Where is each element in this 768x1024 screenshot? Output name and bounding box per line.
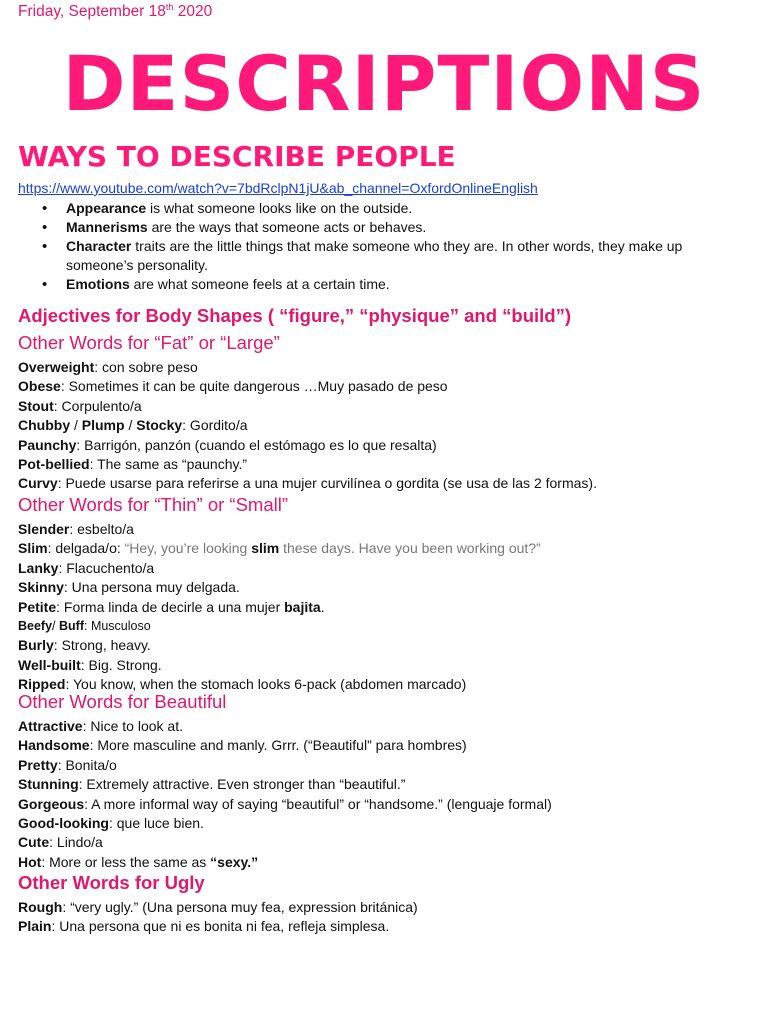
list-item [18,598,758,617]
ugly-section [18,872,758,937]
definition: : More masculine and manly. Grrr. (“Beautiful” para hombres) [89,737,467,754]
term: Obese [18,378,61,395]
list-item [18,853,758,872]
list-item [18,717,758,736]
definition: : Una persona que ni es bonita ni fea, refleja simplesa. [51,918,390,935]
list-item [18,775,758,794]
term: Slender [18,521,70,537]
list-item [18,917,758,936]
term: Plump [81,417,125,434]
bullet-text: traits are the little things that make someone who they are. In other words, they make up someone’s personality. [66,238,683,273]
list-item [18,756,758,775]
definition: : Flacuchento/a [58,559,155,576]
definition: : delgada/o: [47,540,125,557]
bullet-term: Emotions [66,276,130,292]
term: Plain [18,918,52,935]
term: Well-built [18,656,81,673]
bullet-character [66,237,716,275]
term: Paunchy [18,436,77,453]
definition: : You know, when the stomach looks 6-pack (abdomen marcado) [65,676,467,693]
term: Cute [18,834,50,851]
definition: : Forma linda de decirle a una mujer [56,598,285,615]
bullet-text: are the ways that someone acts or behaves. [147,219,427,235]
emphasis: “sexy.” [210,853,259,870]
definition: : Strong, heavy. [53,637,151,654]
bullet-term: Character [66,238,132,254]
term: Chubby [18,417,71,434]
list-item [18,898,758,917]
separator: / [52,619,59,634]
term: Pretty [18,756,58,773]
date-ordinal: th [165,1,174,12]
definition: : Musculoso [84,619,151,634]
definition: : esbelto/a [69,521,134,537]
example-quote: these days. Have you been working out?” [279,540,541,557]
term: Beefy [18,619,53,634]
term: Stout [18,397,54,414]
separator: / [70,417,82,434]
list-item [18,397,758,416]
definition: : Bonita/o [57,756,117,773]
bullet-mannerisms [66,218,716,237]
list-item [18,814,758,833]
bullet-text: are what someone feels at a certain time. [129,276,390,292]
bullet-emotions [66,275,716,294]
list-item [18,474,758,493]
term: Handsome [18,737,90,754]
beautiful-section [18,691,758,872]
list-item [18,617,758,636]
bullet-term: Appearance [66,200,147,216]
term: Stunning [18,776,79,793]
emphasis: bajita [284,598,321,615]
term: Skinny [18,579,64,596]
thin-heading: Other Words for “Thin” or “Small” [18,494,289,515]
thin-section [18,494,758,695]
term: Ripped [18,676,66,693]
date-line [18,3,212,21]
date-year: 2020 [173,3,213,20]
list-item [18,539,758,558]
list-item [18,377,758,396]
list-item [18,416,758,435]
definition: : Gordito/a [182,417,248,434]
list-item [18,578,758,597]
term: Attractive [18,718,83,734]
term: Lanky [18,559,59,576]
bullet-term: Mannerisms [66,219,148,235]
list-item [18,559,758,578]
definition: : Corpulento/a [53,397,142,414]
definition: : Puede usarse para referirse a una mujer curvilínea o gordita (se usa de las 2 formas). [57,475,597,492]
definition: : Una persona muy delgada. [63,579,240,596]
term: Rough [18,899,63,915]
list-item [18,455,758,474]
list-item [18,436,758,455]
definition: : “very ugly.” (Una persona muy fea, expression británica) [62,899,418,915]
example-quote: “Hey, you’re looking [124,540,252,557]
ugly-heading: Other Words for Ugly [18,872,205,893]
definition: : Big. Strong. [80,656,162,673]
definition: : More or less the same as [41,853,211,870]
term: Good-looking [18,815,109,832]
adjectives-heading: Adjectives for Body Shapes ( “figure,” “physique” and “build”) [18,305,572,326]
list-item [18,736,758,755]
bullet-appearance [66,199,716,218]
definition: : con sobre peso [94,359,198,375]
section-title: WAYS TO DESCRIBE PEOPLE [18,140,456,173]
term: Curvy [18,475,58,492]
definition: : The same as “paunchy.” [89,456,248,473]
example-bold: slim [251,540,280,557]
term: Pot-bellied [18,456,90,473]
definition: : que luce bien. [108,815,204,832]
fat-heading: Other Words for “Fat” or “Large” [18,332,280,353]
list-item [18,358,758,377]
list-item [18,636,758,655]
list-item [18,520,758,539]
separator: / [124,417,137,434]
term: Slim [18,540,48,557]
beautiful-heading: Other Words for Beautiful [18,691,227,712]
term: Overweight [18,359,95,375]
list-item [18,795,758,814]
bullet-text: is what someone looks like on the outside. [146,200,413,216]
date-text: Friday, September 18 [18,3,166,20]
list-item [18,656,758,675]
term: Hot [18,853,42,870]
term: Burly [18,637,54,654]
definition: : A more informal way of saying “beautiful” or “handsome.” (lenguaje formal) [84,795,552,812]
page-title: DESCRIPTIONS [62,39,706,128]
definition: : Nice to look at. [82,718,183,734]
definition: : Sometimes it can be quite dangerous …Muy pasado de peso [60,378,448,395]
list-item [18,833,758,852]
definition: : Extremely attractive. Even stronger than “beautiful.” [78,776,406,793]
definition: : Lindo/a [49,834,103,851]
term: Stocky [136,417,183,434]
punctuation: . [320,598,325,615]
term: Gorgeous [18,795,85,812]
definition-list [66,199,716,294]
term: Petite [18,598,57,615]
definition: : Barrigón, panzón (cuando el estómago es lo que resalta) [76,436,437,453]
youtube-link[interactable]: https://www.youtube.com/watch?v=7bdRclpN1jU&ab_channel=OxfordOnlineEnglish [18,180,538,196]
term: Buff [59,619,84,634]
fat-section [18,332,758,494]
